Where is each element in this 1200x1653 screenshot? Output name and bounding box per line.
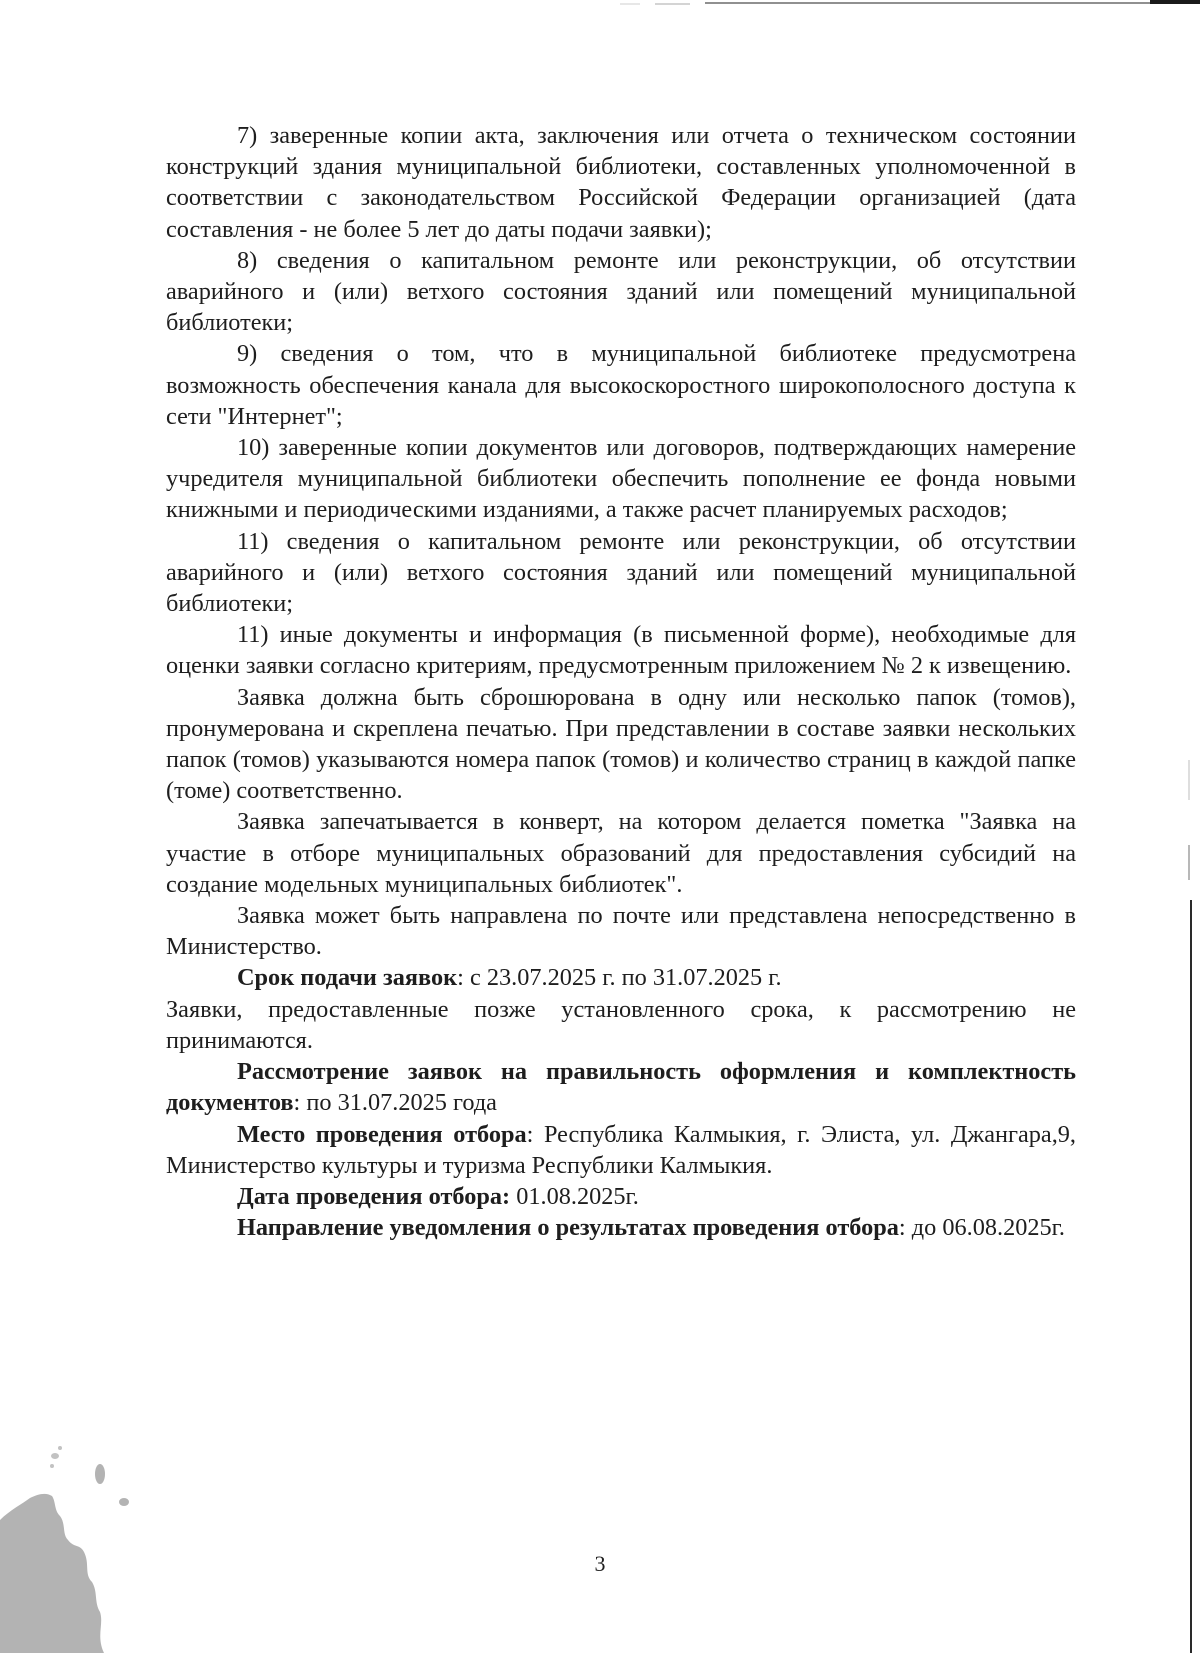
paragraph-notification <box>166 1212 1076 1243</box>
paragraph-item-9 <box>166 338 1076 432</box>
scan-edge-mark-right <box>1185 0 1200 1653</box>
paragraph-text: Заявка должна быть сброшюрована в одну или несколько папок (томов), пронумерована и скреплена печатью. При представлении в составе заявки нескольких папок (томов) указываются номера папок (томов) и количество страниц в каждой папке (томе) соответственно. <box>166 683 1076 805</box>
paragraph-item-8 <box>166 245 1076 339</box>
paragraph-text: 11) иные документы и информация (в письменной форме), необходимые для оценки заявки согласно критериям, предусмотренным приложением № 2 к извещению. <box>166 621 1076 680</box>
paragraph-binding <box>166 682 1076 807</box>
paragraph-late-notice <box>166 994 1076 1056</box>
paragraph-text: Заявки, предоставленные позже установленного срока, к рассмотрению не принимаются. <box>166 995 1076 1054</box>
paragraph-text: : с 23.07.2025 г. по 31.07.2025 г. <box>457 964 782 992</box>
paragraph-envelope <box>166 806 1076 900</box>
bold-heading-text: Срок подачи заявок <box>237 964 458 992</box>
paragraph-text: Заявка запечатывается в конверт, на котором делается пометка "Заявка на участие в отборе муниципальных образований для предоставления субсидий на создание модельных муниципальных библиотек". <box>166 808 1076 898</box>
page-number: 3 <box>594 1551 606 1576</box>
bold-heading-text: Место проведения отбора <box>237 1120 527 1148</box>
paragraph-text: : Республика Калмыкия, г. Элиста, ул. Джангара,9, Министерство культуры и туризма Республики Калмыкия. <box>166 1120 1076 1179</box>
paragraph-selection-date <box>166 1181 1076 1212</box>
paragraph-text: 01.08.2025г. <box>510 1182 639 1210</box>
paragraph-text: Заявка может быть направлена по почте или представлена непосредственно в Министерство. <box>166 902 1076 961</box>
paragraph-item-11a <box>166 526 1076 620</box>
paragraph-text: 11) сведения о капитальном ремонте или реконструкции, об отсутствии аварийного и (или) ветхого состояния зданий или помещений муниципальной библиотеки; <box>166 527 1076 618</box>
paragraph-delivery <box>166 900 1076 962</box>
bold-heading-text: Дата проведения отбора: <box>237 1182 511 1210</box>
paragraph-text: 7) заверенные копии акта, заключения или отчета о техническом состоянии конструкций здания муниципальной библиотеки, составленных уполномоченной в соответствии с законодательством Российской Федерации организацией (дата составления - не более 5 лет до даты подачи заявки); <box>166 122 1076 243</box>
bold-heading-text: Рассмотрение заявок на правильность оформления и комплектность документов <box>166 1058 1076 1117</box>
paragraph-text: 10) заверенные копии документов или договоров, подтверждающих намерение учредителя муниципальной библиотеки обеспечить пополнение ее фонда новыми книжными и периодическими изданиями, а также расчет планируемых расходов; <box>166 434 1076 524</box>
paragraph-text: : до 06.08.2025г. <box>898 1214 1065 1242</box>
paragraph-venue <box>166 1119 1076 1181</box>
scan-blot-mark <box>0 1440 140 1653</box>
paragraph-review <box>166 1056 1076 1118</box>
paragraph-item-10 <box>166 432 1076 526</box>
paragraph-item-7 <box>166 120 1076 245</box>
document-body <box>166 120 1076 1243</box>
paragraph-deadline <box>166 962 1076 993</box>
paragraph-item-11b <box>166 619 1076 681</box>
paragraph-text: 9) сведения о том, что в муниципальной библиотеке предусмотрена возможность обеспечения канала для высокоскоростного широкополосного доступа к сети "Интернет"; <box>166 340 1076 430</box>
scan-edge-mark-top <box>0 0 1200 8</box>
paragraph-text: 8) сведения о капитальном ремонте или реконструкции, об отсутствии аварийного и (или) ветхого состояния зданий или помещений муниципальной библиотеки; <box>166 246 1076 337</box>
bold-heading-text: Направление уведомления о результатах проведения отбора <box>237 1214 899 1242</box>
paragraph-text: : по 31.07.2025 года <box>293 1089 497 1117</box>
